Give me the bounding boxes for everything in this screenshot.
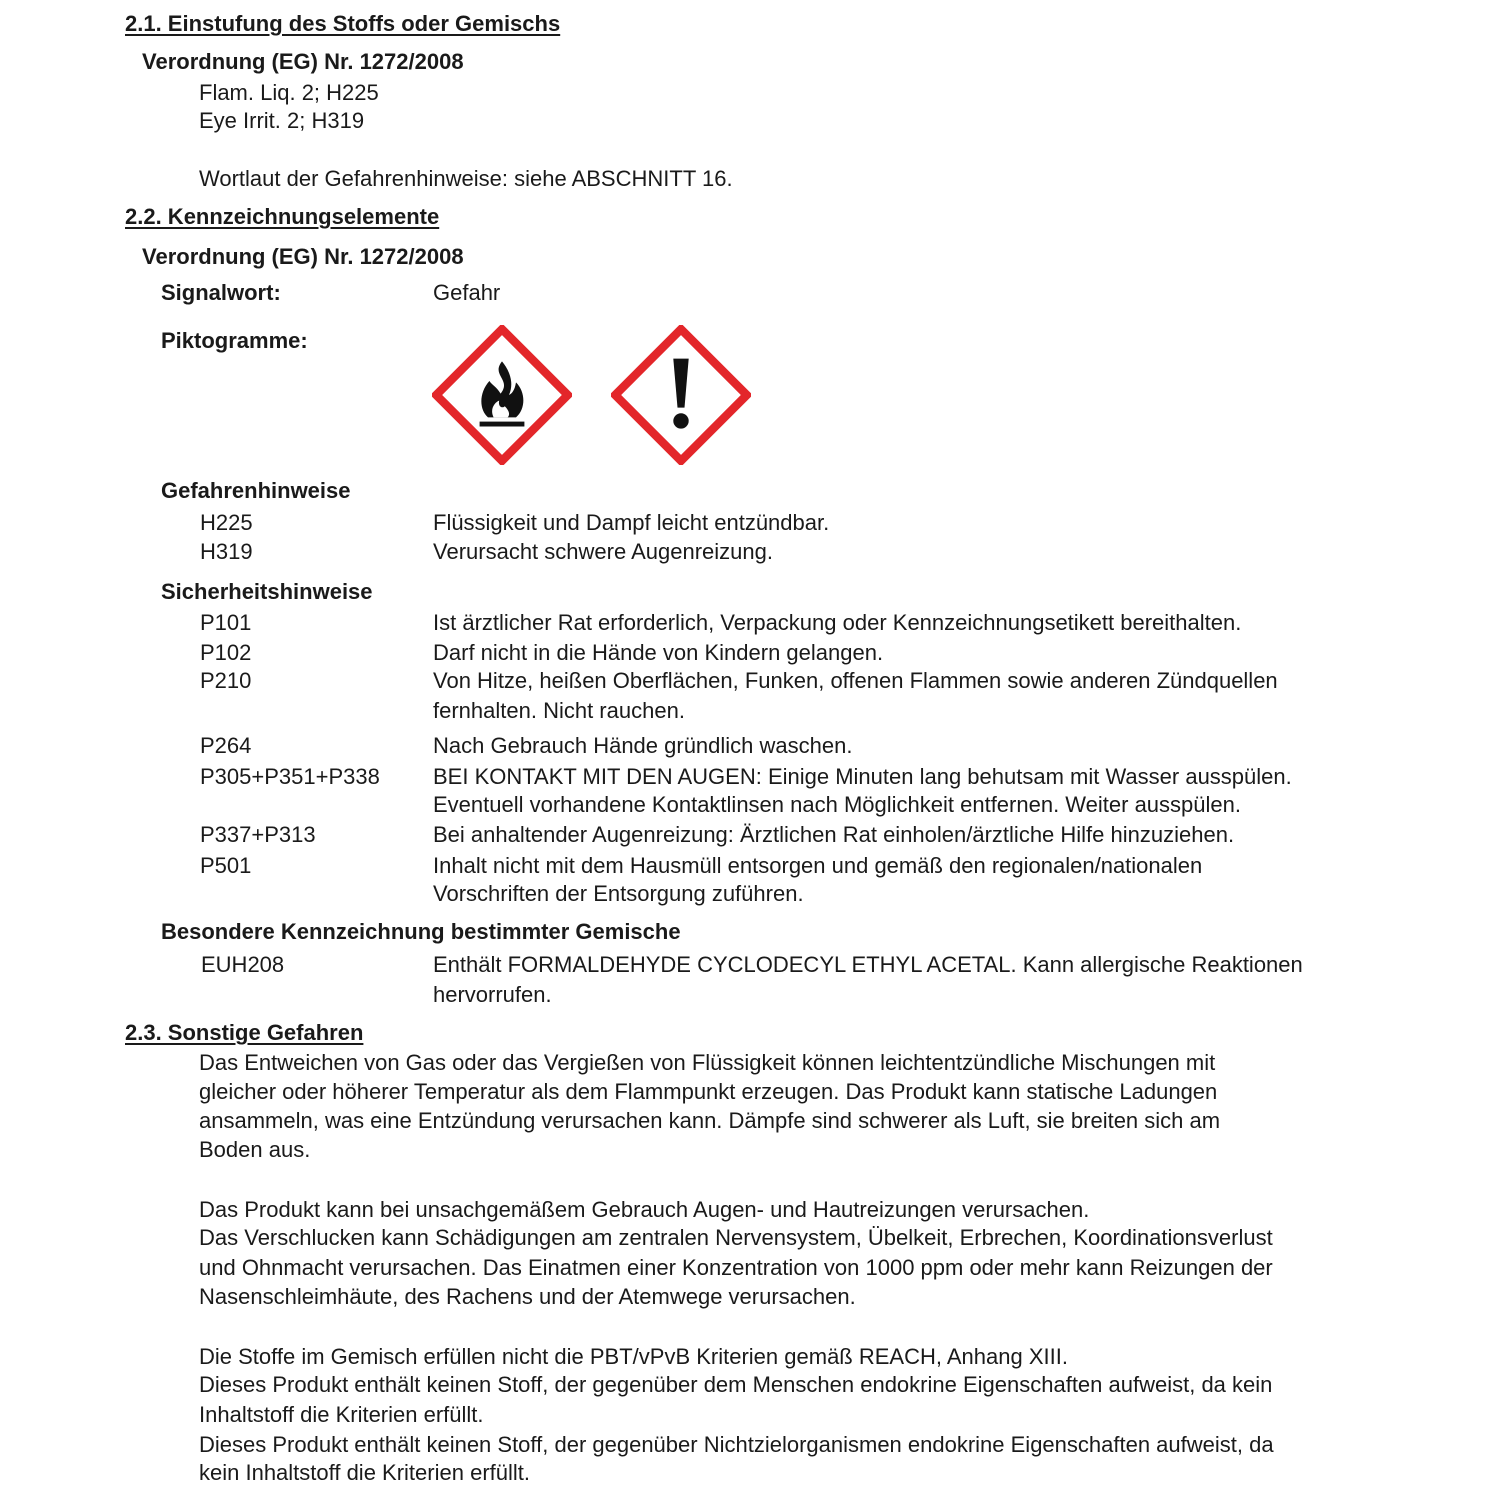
signal-word-value: Gefahr <box>433 280 501 305</box>
other-hazards-line: Dieses Produkt enthält keinen Stoff, der gegenüber dem Menschen endokrine Eigenschaften aufweist, da kein <box>199 1372 1273 1397</box>
precaution-text-cont: fernhalten. Nicht rauchen. <box>433 698 685 723</box>
other-hazards-line: Die Stoffe im Gemisch erfüllen nicht die PBT/vPvB Kriterien gemäß REACH, Anhang XIII. <box>199 1344 1068 1369</box>
precaution-code: P210 <box>200 668 252 693</box>
other-hazards-line: Das Entweichen von Gas oder das Vergießen von Flüssigkeit können leichtentzündliche Mischungen mit <box>199 1050 1216 1075</box>
section-2-3-heading: 2.3. Sonstige Gefahren <box>125 1020 364 1045</box>
precaution-text: Nach Gebrauch Hände gründlich waschen. <box>433 733 853 758</box>
hazard-code: H319 <box>200 539 253 564</box>
precaution-code: P101 <box>200 610 252 635</box>
special-code: EUH208 <box>201 952 285 977</box>
s21-class-1: Flam. Liq. 2; H225 <box>199 80 379 105</box>
other-hazards-line: gleicher oder höherer Temperatur als dem Flammpunkt erzeugen. Das Produkt kann statische Ladungen <box>199 1079 1218 1104</box>
special-labelling-label: Besondere Kennzeichnung bestimmter Gemische <box>161 919 681 944</box>
other-hazards-line: ansammeln, was eine Entzündung verursachen kann. Dämpfe sind schwerer als Luft, sie breiten sich am <box>199 1108 1221 1133</box>
precaution-text: Bei anhaltender Augenreizung: Ärztlichen Rat einholen/ärztliche Hilfe hinzuziehen. <box>433 822 1235 847</box>
s21-regulation: Verordnung (EG) Nr. 1272/2008 <box>142 49 464 74</box>
s21-note: Wortlaut der Gefahrenhinweise: siehe ABSCHNITT 16. <box>199 166 733 191</box>
precaution-text: Von Hitze, heißen Oberflächen, Funken, offenen Flammen sowie anderen Zündquellen <box>433 668 1278 693</box>
other-hazards-line: Nasenschleimhäute, des Rachens und der Atemwege verursachen. <box>199 1284 856 1309</box>
hazard-text: Flüssigkeit und Dampf leicht entzündbar. <box>433 510 830 535</box>
precaution-code: P102 <box>200 640 252 665</box>
hazard-statements-label: Gefahrenhinweise <box>161 478 351 503</box>
precaution-text: Darf nicht in die Hände von Kindern gelangen. <box>433 640 884 665</box>
precaution-code: P264 <box>200 733 252 758</box>
special-text-cont: hervorrufen. <box>433 982 552 1007</box>
section-2-1-heading: 2.1. Einstufung des Stoffs oder Gemischs <box>125 11 561 36</box>
precaution-text: BEI KONTAKT MIT DEN AUGEN: Einige Minuten lang behutsam mit Wasser ausspülen. <box>433 764 1292 789</box>
other-hazards-line: Das Produkt kann bei unsachgemäßem Gebrauch Augen- und Hautreizungen verursachen. <box>199 1197 1090 1222</box>
s21-class-2: Eye Irrit. 2; H319 <box>199 108 365 133</box>
precaution-text: Inhalt nicht mit dem Hausmüll entsorgen und gemäß den regionalen/nationalen <box>433 853 1203 878</box>
section-2-2-heading: 2.2. Kennzeichnungselemente <box>125 204 440 229</box>
signal-word-label: Signalwort: <box>161 280 281 305</box>
precaution-text-cont: Eventuell vorhandene Kontaktlinsen nach Möglichkeit entfernen. Weiter ausspülen. <box>433 792 1241 817</box>
other-hazards-line: Boden aus. <box>199 1137 311 1162</box>
other-hazards-line: Das Verschlucken kann Schädigungen am zentralen Nervensystem, Übelkeit, Erbrechen, Koordinationsverlust <box>199 1225 1273 1250</box>
precaution-code: P305+P351+P338 <box>200 764 380 789</box>
flame-pictogram-icon <box>432 325 572 465</box>
pictograms-label: Piktogramme: <box>161 328 308 353</box>
precaution-text: Ist ärztlicher Rat erforderlich, Verpackung oder Kennzeichnungsetikett bereithalten. <box>433 610 1242 635</box>
hazard-code: H225 <box>200 510 253 535</box>
precaution-code: P501 <box>200 853 252 878</box>
other-hazards-line: Inhaltstoff die Kriterien erfüllt. <box>199 1402 484 1427</box>
other-hazards-line: und Ohnmacht verursachen. Das Einatmen einer Konzentration von 1000 ppm oder mehr kann Reizungen der <box>199 1255 1273 1280</box>
precaution-text-cont: Vorschriften der Entsorgung zuführen. <box>433 881 804 906</box>
other-hazards-line: kein Inhaltstoff die Kriterien erfüllt. <box>199 1460 530 1485</box>
exclamation-mark-pictogram-icon <box>611 325 751 465</box>
s22-regulation: Verordnung (EG) Nr. 1272/2008 <box>142 244 464 269</box>
other-hazards-line: Dieses Produkt enthält keinen Stoff, der gegenüber Nichtzielorganismen endokrine Eigenschaften aufweist, da <box>199 1432 1274 1457</box>
precautionary-statements-label: Sicherheitshinweise <box>161 579 373 604</box>
hazard-text: Verursacht schwere Augenreizung. <box>433 539 773 564</box>
special-text: Enthält FORMALDEHYDE CYCLODECYL ETHYL ACETAL. Kann allergische Reaktionen <box>433 952 1303 977</box>
precaution-code: P337+P313 <box>200 822 316 847</box>
